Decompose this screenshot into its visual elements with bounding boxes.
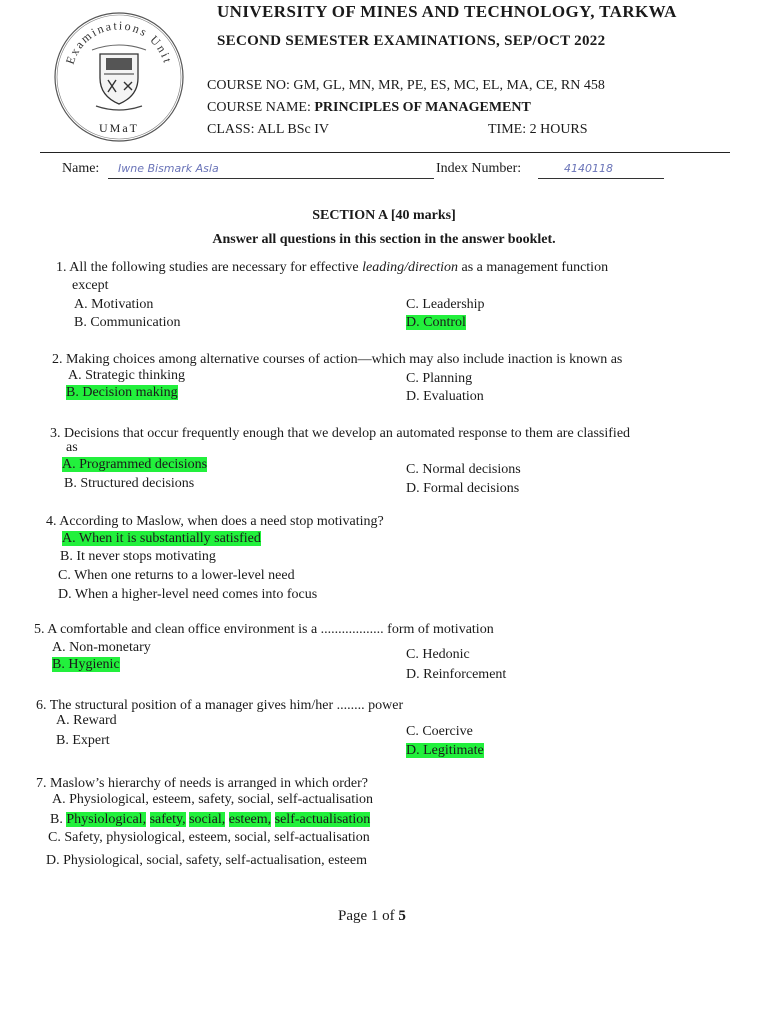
name-label: Name: — [62, 161, 100, 176]
university-title: UNIVERSITY OF MINES AND TECHNOLOGY, TARKWA — [217, 2, 677, 21]
question-text: Decisions that occur frequently enough that we develop an automated response to them are classified — [64, 426, 631, 441]
q5-option-d: D. Reinforcement — [406, 667, 507, 682]
question-number: 6. — [36, 698, 47, 713]
question-number: 7. — [36, 776, 47, 791]
q4-option-c: C. When one returns to a lower-level need — [58, 568, 295, 583]
question-7 — [36, 776, 368, 792]
index-underline — [538, 178, 664, 179]
question-text: All the following studies are necessary for effective — [69, 260, 363, 275]
q3-option-c: C. Normal decisions — [406, 462, 521, 477]
page-total: 5 — [398, 908, 406, 924]
question-number: 2. — [52, 352, 63, 367]
q7-b-part-3-highlighted: social, — [189, 812, 226, 827]
page-number — [338, 908, 406, 925]
q5-option-a: A. Non-monetary — [52, 640, 151, 655]
seal-emblem-icon — [52, 10, 186, 144]
question-emphasis: leading/direction — [362, 260, 459, 275]
course-number: COURSE NO: GM, GL, MN, MR, PE, ES, MC, EL, MA, CE, RN 458 — [207, 78, 605, 93]
q7-b-part-4-highlighted: esteem, — [228, 812, 272, 827]
question-1-cont: except — [72, 278, 109, 293]
section-title: SECTION A [40 marks] — [312, 208, 456, 223]
name-underline — [108, 178, 434, 179]
question-text: A comfortable and clean office environment is a .................. form of motivation — [47, 622, 494, 637]
index-label: Index Number: — [436, 161, 522, 176]
course-name: PRINCIPLES OF MANAGEMENT — [314, 100, 531, 115]
q1-option-b: B. Communication — [74, 315, 181, 330]
question-text: as a management function — [458, 260, 609, 275]
question-2 — [52, 352, 622, 368]
q3-option-d: D. Formal decisions — [406, 481, 520, 496]
q2-option-c: C. Planning — [406, 371, 473, 386]
question-text: According to Maslow, when does a need stop motivating? — [59, 514, 384, 529]
q7-option-b — [50, 812, 370, 828]
q1-option-a: A. Motivation — [74, 297, 154, 312]
q1-option-d-highlighted: D. Control — [406, 315, 466, 330]
class-label: CLASS: ALL BSc IV — [207, 122, 329, 137]
q5-option-b-highlighted: B. Hygienic — [52, 657, 120, 672]
q7-option-d: D. Physiological, social, safety, self-actualisation, esteem — [46, 853, 368, 868]
question-text: The structural position of a manager gives him/her ........ power — [49, 698, 404, 713]
q1-option-c: C. Leadership — [406, 297, 485, 312]
q6-option-c: C. Coercive — [406, 724, 473, 739]
question-text: Maslow’s hierarchy of needs is arranged in which order? — [50, 776, 369, 791]
q6-option-b: B. Expert — [56, 733, 110, 748]
page-label: Page 1 of — [338, 908, 399, 924]
question-text: Making choices among alternative courses of action—which may also include inaction is known as — [66, 352, 623, 367]
q6-option-d-highlighted: D. Legitimate — [406, 743, 484, 758]
q2-option-b-highlighted: B. Decision making — [66, 385, 178, 400]
q7-b-part-5-highlighted: self-actualisation — [274, 812, 371, 827]
header-divider — [40, 152, 730, 153]
course-name-label: COURSE NAME: — [207, 100, 311, 115]
index-handwritten: 4140118 — [564, 162, 613, 175]
q3-option-a-highlighted: A. Programmed decisions — [62, 457, 208, 472]
question-5 — [34, 622, 494, 638]
q5-option-c: C. Hedonic — [406, 647, 470, 662]
question-4 — [46, 514, 384, 530]
q6-option-a: A. Reward — [56, 713, 117, 728]
q4-option-a-highlighted: A. When it is substantially satisfied — [62, 531, 261, 546]
question-1 — [56, 260, 608, 276]
section-instruction: Answer all questions in this section in the answer booklet. — [212, 232, 556, 247]
q4-option-b: B. It never stops motivating — [60, 549, 216, 564]
q7-option-a: A. Physiological, esteem, safety, social, self-actualisation — [52, 792, 374, 807]
question-number: 1. — [56, 260, 67, 275]
question-number: 4. — [46, 514, 57, 529]
question-3-cont: as — [66, 440, 78, 455]
q3-option-b: B. Structured decisions — [64, 476, 195, 491]
q7-b-part-2-highlighted: safety, — [149, 812, 186, 827]
question-6 — [36, 698, 403, 714]
name-handwritten: Iwne Bismark Asla — [118, 162, 219, 175]
q7-option-c: C. Safety, physiological, esteem, social, self-actualisation — [48, 830, 370, 845]
q2-option-d: D. Evaluation — [406, 389, 484, 404]
question-number: 3. — [50, 426, 61, 441]
q4-option-d: D. When a higher-level need comes into focus — [58, 587, 318, 602]
question-number: 5. — [34, 622, 45, 637]
q7-b-part-1-highlighted: Physiological, — [66, 812, 147, 827]
umat-examinations-seal — [52, 10, 186, 144]
seal-ring-text: Examinations Unit — [62, 18, 176, 67]
exam-session-title: SECOND SEMESTER EXAMINATIONS, SEP/OCT 2022 — [217, 33, 606, 49]
seal-bottom-text: UMaT — [99, 121, 139, 135]
q2-option-a: A. Strategic thinking — [68, 368, 186, 383]
course-name-row — [207, 100, 531, 116]
question-3 — [50, 426, 630, 442]
time-label: TIME: 2 HOURS — [488, 122, 588, 137]
option-letter: B. — [50, 812, 67, 827]
